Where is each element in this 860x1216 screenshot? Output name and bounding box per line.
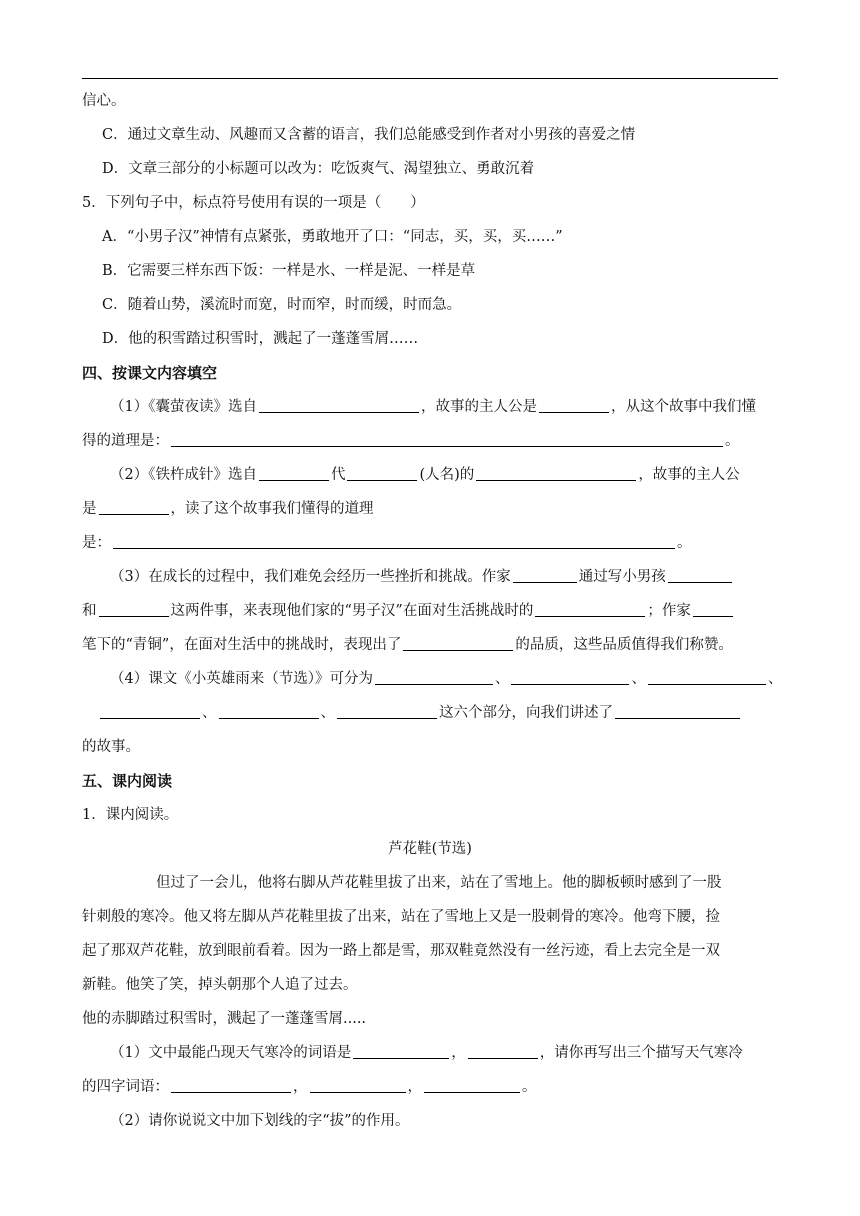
s4-item4-line3: 的故事。 [82, 739, 140, 755]
blank[interactable] [668, 566, 732, 583]
blank[interactable] [99, 600, 169, 617]
passage-line: 新鞋。他笑了笑，掉头朝那个人追了过去。 [82, 977, 358, 993]
blank[interactable] [310, 1076, 406, 1093]
s4-item1-line2: 得的道理是： 。 [82, 424, 778, 458]
blank[interactable] [337, 702, 437, 719]
passage-title: 芦花鞋(节选) [388, 841, 472, 857]
blank[interactable] [615, 702, 740, 719]
blank[interactable] [113, 532, 675, 549]
section5-title: 五、课内阅读 [82, 772, 173, 790]
s5-sub1-line1: （1）文中最能凸现天气寒冷的词语是 ， ，请你再写出三个描写天气寒冷 [82, 1036, 778, 1070]
blank[interactable] [476, 464, 636, 481]
passage-line: 针刺般的寒冷。他又将左脚从芦花鞋里拔了出来，站在了雪地上又是一股刺骨的寒冷。他弯下腰，捡 [82, 909, 720, 925]
s5-q1: 1．课内阅读。 [82, 807, 179, 823]
blank[interactable] [259, 396, 419, 413]
q5-option-a: A．“小男子汉”神情有点紧张，勇敢地开了口：“同志，买，买，买……” [102, 229, 563, 245]
s4-item4-line1: （4）课文《小英雄雨来（节选）》可分为 、 、 、 [82, 662, 778, 696]
blank[interactable] [347, 464, 417, 481]
blank[interactable] [99, 498, 169, 515]
header-rule [82, 78, 778, 79]
blank[interactable] [424, 1076, 520, 1093]
blank[interactable] [511, 668, 629, 685]
s4-item1-line1: （1）《囊萤夜读》选自 ，故事的主人公是 ，从这个故事中我们懂 [82, 390, 778, 424]
blank[interactable] [171, 430, 723, 447]
passage-line: 但过了一会儿，他将右脚从芦花鞋里拔了出来，站在了雪地上。他的脚板顿时感到了一股 [156, 875, 722, 891]
s5-sub2: （2）请你说说文中加下划线的字“拔”的作用。 [110, 1113, 410, 1129]
passage-line: 他的赤脚踏过积雪时，溅起了一蓬蓬雪屑..... [82, 1011, 367, 1027]
blank[interactable] [693, 600, 733, 617]
blank[interactable] [513, 566, 577, 583]
s4-item3-line1: （3）在成长的过程中，我们难免会经历一些挫折和挑战。作家 通过写小男孩 [82, 560, 778, 594]
blank[interactable] [648, 668, 766, 685]
blank[interactable] [468, 1042, 538, 1059]
q4-option-c: C．通过文章生动、风趣而又含蓄的语言，我们总能感受到作者对小男孩的喜爱之情 [102, 127, 636, 143]
q5-option-b: B．它需要三样东西下饭：一样是水、一样是泥、一样是草 [102, 263, 476, 279]
top-fragment: 信心。 [82, 93, 126, 109]
q5-stem: 5．下列句子中，标点符号使用有误的一项是（ ） [82, 195, 425, 211]
s4-item2-line2: 是 ，读了这个故事我们懂得的道理 [82, 492, 778, 526]
document-page [82, 84, 783, 1138]
blank[interactable] [259, 464, 329, 481]
blank[interactable] [219, 702, 319, 719]
q5-option-c: C．随着山势，溪流时而宽，时而窄，时而缓，时而急。 [102, 297, 462, 313]
blank[interactable] [375, 668, 493, 685]
q4-option-d: D．文章三部分的小标题可以改为：吃饭爽气、渴望独立、勇敢沉着 [102, 161, 535, 177]
blank[interactable] [100, 702, 200, 719]
s4-item3-line2: 和 这两件事，来表现他们家的“男子汉”在面对生活挑战时的 ；作家 [82, 594, 778, 628]
s4-item2-line1: （2）《铁杵成针》选自 代 (人名)的 ，故事的主人公 [82, 458, 778, 492]
s5-sub1-line2: 的四字词语： ， ， 。 [82, 1070, 778, 1104]
blank[interactable] [535, 600, 645, 617]
s4-item4-line2: 、 、 这六个部分，向我们讲述了 [82, 696, 778, 730]
s4-item3-line3: 笔下的“青铜”，在面对生活中的挑战时，表现出了 的品质，这些品质值得我们称赞。 [82, 628, 778, 662]
blank[interactable] [403, 634, 513, 651]
section4-title: 四、按课文内容填空 [82, 364, 218, 382]
q5-option-d: D．他的积雪踏过积雪时，溅起了一蓬蓬雪屑…… [102, 331, 419, 347]
blank[interactable] [171, 1076, 291, 1093]
blank[interactable] [353, 1042, 449, 1059]
blank[interactable] [539, 396, 609, 413]
passage-line: 起了那双芦花鞋，放到眼前看着。因为一路上都是雪，那双鞋竟然没有一丝污迹，看上去完全是一双 [82, 943, 720, 959]
s4-item2-line3: 是： 。 [82, 526, 778, 560]
